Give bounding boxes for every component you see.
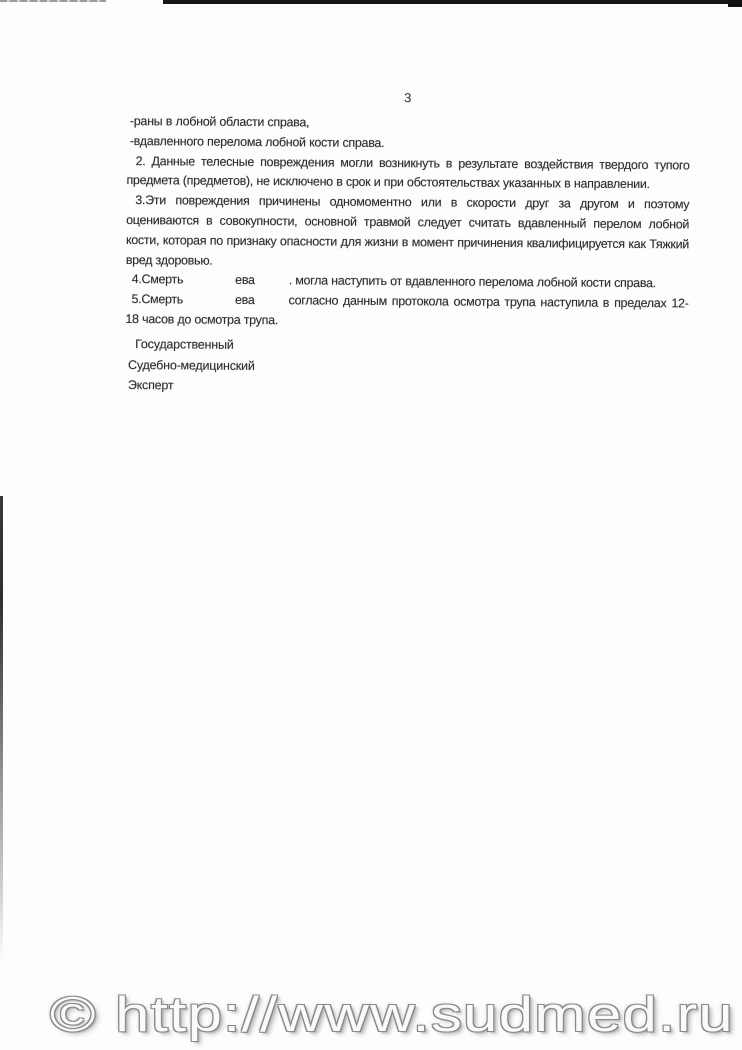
document-body	[125, 112, 690, 334]
paragraph-2-conclusion: 2. Данные телесные повреждения могли возникнуть в результате воздействия твердого тупого предмета (предметов), не исключено в срок и при обстоятельствах указанных в направлении.	[126, 153, 690, 192]
paragraph-4-number: 4.Смерть	[131, 272, 184, 287]
finding-line-fracture: -вдавленного перелома лобной кости справа.	[129, 133, 385, 150]
signature-line-expert: Эксперт	[127, 378, 174, 393]
paragraph-4-text: . могла наступить от вдавленного перелома лобной кости справа.	[288, 273, 656, 291]
signature-line-state: Государственный	[135, 337, 234, 352]
watermark-sudmed-url: © http://www.sudmed.ru	[50, 988, 735, 1042]
finding-line-wound: -раны в лобной области справа,	[129, 114, 310, 130]
signature-line-forensic-medical: Судебно-медицинский	[127, 357, 255, 373]
paragraph-4-name-fragment: ева	[235, 273, 255, 288]
paragraph-5-text: согласно данным протокола осмотра трупа наступила в пределах 12-18 часов до осмотра трупа.	[125, 293, 689, 328]
paragraph-3-conclusion: 3.Эти повреждения причинены одномоментно или в скорости друг за другом и поэтому оцениваются в совокупности, основной травмой следует считать вдавленный перелом лобной кости, которая по признаку опасности для жизни в момент причинения квалифицируется как Тяжкий вред здоровью.	[125, 193, 690, 268]
paragraph-5-conclusion	[125, 290, 688, 334]
signature-block	[128, 334, 255, 397]
paragraph-5-number: 5.Смерть	[131, 292, 184, 307]
paragraph-5-name-fragment: ева	[234, 293, 255, 308]
page-number: 3	[404, 90, 412, 106]
